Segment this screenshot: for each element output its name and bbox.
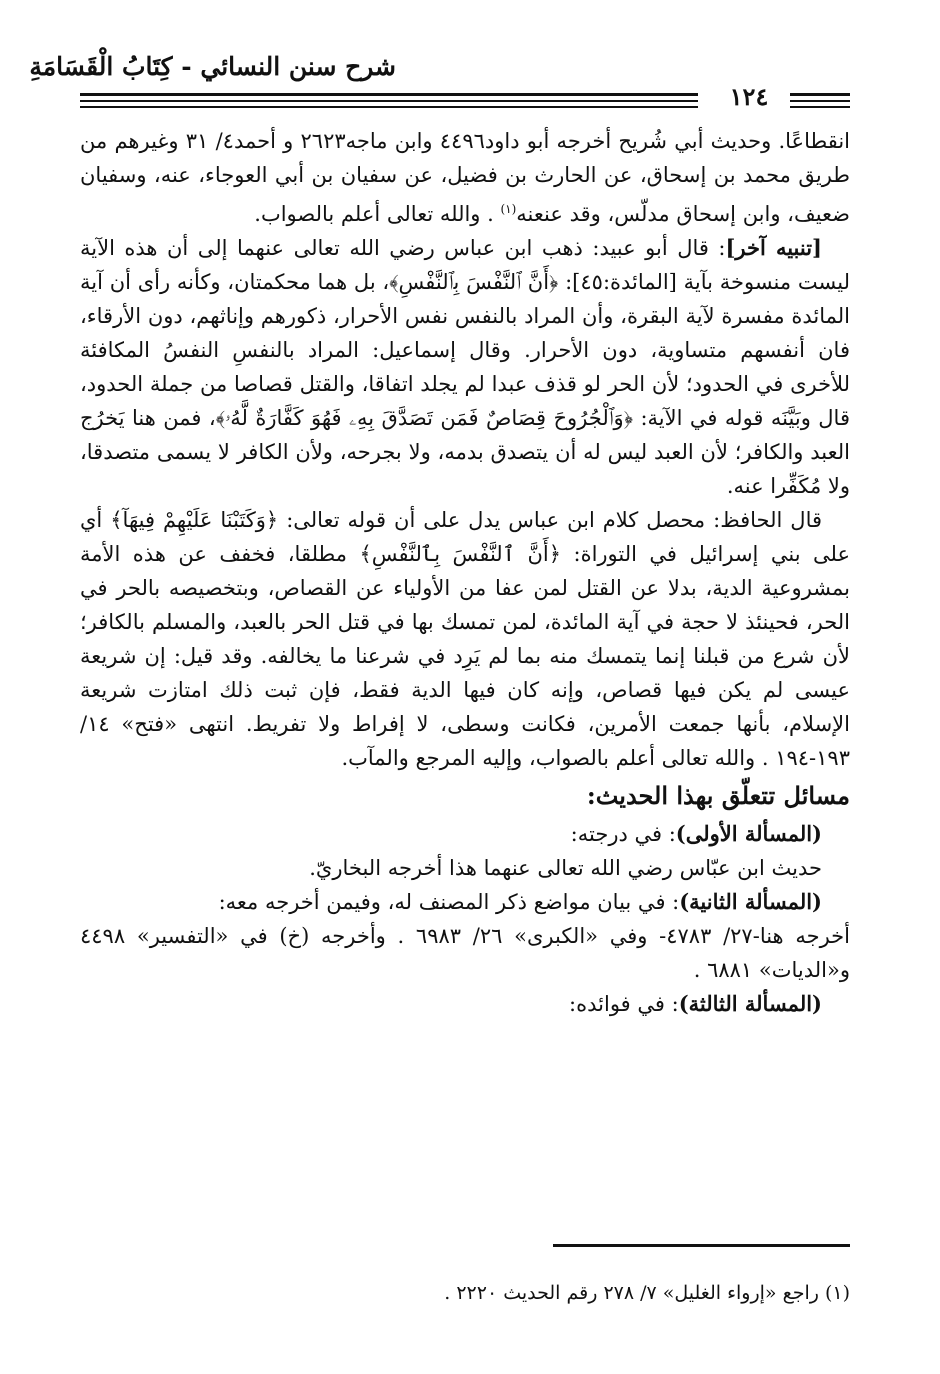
header-rule: [80, 106, 698, 108]
issue-third-heading: (المسألة الثالثة): في فوائده:: [569, 991, 822, 1016]
issue-first-body: حديث ابن عبّاس رضي الله تعالى عنهما هذا أخرجه البخاريّ.: [309, 856, 822, 880]
page-number-rule: [790, 93, 850, 96]
page-number: ١٢٤: [729, 82, 769, 111]
note-label: [تنبيه آخر]: [725, 235, 822, 260]
issue-second-body: أخرجه هنا-٢٧/ ٤٧٨٣- وفي «الكبرى» ٢٦/ ٦٩٨٣ . وأخرجه (خ) في «التفسير» ٤٤٩٨ و«الديات» ٦٨٨١ .: [80, 924, 850, 982]
quran-quote: ﴿وَٱلْجُرُوحَ قِصَاصٌ فَمَن تَصَدَّقَ بِهِۦ فَهُوَ كَفَّارَةٌ لَّهُۥ﴾: [215, 406, 633, 430]
quran-quote: ﴿أَنَّ ٱلنَّفْسَ بِٱلنَّفْسِ﴾: [359, 542, 562, 566]
quran-quote: ﴿وَكَتَبْنَا عَلَيْهِمْ فِيهَآ﴾: [110, 508, 279, 532]
paragraph-2: [تنبيه آخر]: قال أبو عبيد: ذهب ابن عباس رضي الله تعالى عنهما إلى أن هذه الآية ليست منسوخة بآية [المائدة:٤٥]: ﴿أَنَّ ٱلنَّفْسَ بِٱلنَّفْسِ﴾، بل هما محكمتان، وكأنه رأى أن آية المائدة مفسرة لآية البقرة، وأن المراد بالنفس نفس الأحرار، ذكورهم وإناثهم، دون الأرقاء، فان أنفسهم متساوية، دون الأحرار. وقال إسماعيل: المراد بالنفسِ النفسُ المكافئة للأخرى في الحدود؛ لأن الحر لو قذف عبدا لم يجلد اتفاقا، والقتل قصاصا من جملة الحدود، قال وبَيَّنَه قوله في الآية: ﴿وَٱلْجُرُوحَ قِصَاصٌ فَمَن تَصَدَّقَ بِهِۦ فَهُوَ كَفَّارَةٌ لَّهُۥ﴾، فمن هنا يَخرُج العبد والكافر؛ لأن العبد ليس له أن يتصدق بدمه، ولا بجرحه، ولأن الكافر لا يسمى متصدقا، ولا مُكَفِّرا عنه.: [80, 235, 851, 498]
page-number-rule: [790, 106, 850, 108]
main-text: [80, 124, 850, 1021]
section-heading: مسائل تتعلّق بهذا الحديث:: [586, 781, 850, 810]
issue-first-heading: (المسألة الأولى): في درجته:: [570, 821, 822, 846]
quran-quote: ﴿أَنَّ ٱلنَّفْسَ بِٱلنَّفْسِ﴾: [389, 270, 559, 294]
header-rule: [80, 93, 698, 96]
footnote: (١) راجع «إرواء الغليل» ٧/ ٢٧٨ رقم الحديث ٢٢٢٠ .: [444, 1282, 850, 1304]
paragraph-1: انقطاعًا. وحديث أبي شُريح أخرجه أبو داود٤٤٩٦ وابن ماجه٢٦٢٣ و أحمد٤/ ٣١ وغيرهم من طريق محمد بن إسحاق، عن الحارث بن فضيل، عن سفيان بن أبي العوجاء، عنه، وسفيان ضعيف، وابن إسحاق مدلّس، وقد عنعنه$^{(١)}$ . والله تعالى أعلم بالصواب.: [80, 129, 850, 226]
header-rule: [80, 100, 698, 102]
issue-second-heading: (المسألة الثانية): في بيان مواضع ذكر المصنف له، وفيمن أخرجه معه:: [218, 889, 822, 914]
page-number-rule: [790, 100, 850, 102]
footnote-reference[interactable]: (١): [500, 202, 517, 216]
footnote-separator: [553, 1244, 850, 1247]
running-header-title: شرح سنن النسائي - كِتَابُ الْقَسَامَةِ: [29, 52, 396, 81]
paragraph-3: قال الحافظ: محصل كلام ابن عباس يدل على أن قوله تعالى: ﴿وَكَتَبْنَا عَلَيْهِمْ فِيهَآ﴾ أي على بني إسرائيل في التوراة: ﴿أَنَّ ٱلنَّفْسَ بِٱلنَّفْسِ﴾ مطلقا، فخفف عن هذه الأمة بمشروعية الدية، بدلا عن القتل لمن عفا من الأولياء عن القصاص، وبتخصيصه بالحر في الحر، فحينئذ لا حجة في آية المائدة، لمن تمسك بها في قتل الحر بالعبد، والمسلم بالكافر؛ لأن شرع من قبلنا إنما يتمسك منه بما لم يَرِد في شرعنا ما يخالفه. وقد قيل: إن شريعة عيسى لم يكن فيها قصاص، وإنه كان فيها الدية فقط، فإن ثبت ذلك امتازت شريعة الإسلام، بأنها جمعت الأمرين، فكانت وسطى، لا إفراط ولا تفريط. انتهى «فتح» ١٤/ ١٩٣-١٩٤ . والله تعالى أعلم بالصواب، وإليه المرجع والمآب.: [80, 508, 850, 770]
